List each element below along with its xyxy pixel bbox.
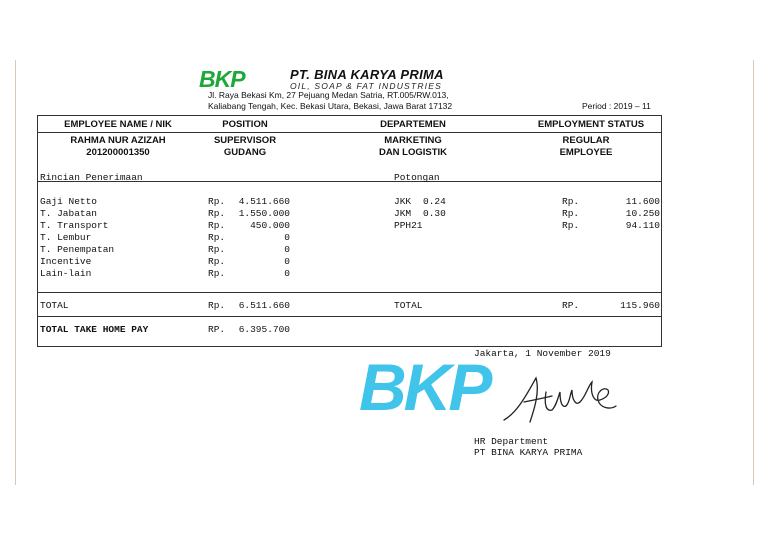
take-home-currency: RP. <box>208 324 226 335</box>
deduction-amount: 94.110 <box>625 220 660 231</box>
take-home-divider <box>38 316 661 317</box>
deduction-section-title: Potongan <box>394 172 440 183</box>
employee-position: SUPERVISOR <box>213 135 277 146</box>
page-edge-right <box>753 60 754 485</box>
col-header-status: EMPLOYMENT STATUS <box>537 119 645 130</box>
signature-stroke <box>504 378 616 422</box>
company-tagline: OIL, SOAP & FAT INDUSTRIES <box>290 81 442 91</box>
employee-position-unit: GUDANG <box>223 147 267 158</box>
income-amount: 1.550.000 <box>238 208 290 219</box>
income-currency: Rp. <box>208 268 226 279</box>
income-currency: Rp. <box>208 208 226 219</box>
income-amount: 0 <box>284 268 290 279</box>
employment-status-2: EMPLOYEE <box>559 147 613 158</box>
signature <box>500 372 620 430</box>
income-label: Lain-lain <box>40 268 92 279</box>
col-header-department: DEPARTEMEN <box>380 119 446 130</box>
take-home-amount: 6.395.700 <box>238 324 290 335</box>
income-currency: Rp. <box>208 220 226 231</box>
col-header-name: EMPLOYEE NAME / NIK <box>64 119 172 130</box>
deduction-total-currency: RP. <box>562 300 580 311</box>
deduction-currency: Rp. <box>562 196 580 207</box>
page-edge-left <box>15 60 16 485</box>
pay-period: Period : 2019 – 11 <box>582 101 651 111</box>
company-stamp <box>355 352 500 418</box>
income-label: T. Transport <box>40 220 109 231</box>
hr-department: HR Department <box>474 436 549 447</box>
payslip-table <box>37 115 662 347</box>
deduction-total-amount: 115.960 <box>620 300 660 311</box>
take-home-label: TOTAL TAKE HOME PAY <box>40 324 149 335</box>
income-currency: Rp. <box>208 232 226 243</box>
address-line-2: Kaliabang Tengah, Kec. Bekasi Utara, Bekasi, Jawa Barat 17132 <box>208 101 453 111</box>
deduction-rate: 0.24 <box>423 196 446 207</box>
deduction-label: JKM <box>394 208 412 219</box>
company-name: PT. BINA KARYA PRIMA <box>290 67 444 82</box>
deduction-rate: 0.30 <box>423 208 446 219</box>
employee-name: RAHMA NUR AZIZAH <box>70 135 166 146</box>
income-label: Gaji Netto <box>40 196 98 207</box>
income-label: T. Jabatan <box>40 208 98 219</box>
income-currency: Rp. <box>208 244 226 255</box>
income-amount: 0 <box>284 244 290 255</box>
income-label: T. Penempatan <box>40 244 115 255</box>
col-header-position: POSITION <box>222 119 268 130</box>
totals-divider <box>38 292 661 293</box>
employee-department-2: DAN LOGISTIK <box>378 147 448 158</box>
income-currency: Rp. <box>208 256 226 267</box>
income-total-amount: 6.511.660 <box>238 300 290 311</box>
income-amount: 450.000 <box>250 220 290 231</box>
income-section-title: Rincian Penerimaan <box>40 172 143 183</box>
deduction-currency: Rp. <box>562 208 580 219</box>
deduction-currency: Rp. <box>562 220 580 231</box>
deduction-amount: 10.250 <box>625 208 660 219</box>
hr-company: PT BINA KARYA PRIMA <box>474 447 583 458</box>
income-amount: 4.511.660 <box>238 196 290 207</box>
income-label: Incentive <box>40 256 92 267</box>
income-total-label: TOTAL <box>40 300 69 311</box>
income-amount: 0 <box>284 256 290 267</box>
employment-status: REGULAR <box>562 135 610 146</box>
column-header-row <box>38 116 661 133</box>
company-logo <box>198 68 284 90</box>
stamp-text: BKP <box>359 352 490 418</box>
income-label: T. Lembur <box>40 232 92 243</box>
place-date: Jakarta, 1 November 2019 <box>474 348 611 359</box>
employee-department: MARKETING <box>384 135 442 146</box>
logo-text: BKP <box>199 68 245 90</box>
income-amount: 0 <box>284 232 290 243</box>
income-total-currency: Rp. <box>208 300 226 311</box>
employee-nik: 201200001350 <box>86 147 150 158</box>
deduction-label: PPH21 <box>394 220 423 231</box>
deduction-label: JKK <box>394 196 412 207</box>
address-line-1: Jl. Raya Bekasi Km, 27 Pejuang Medan Satria, RT.005/RW.013, <box>208 90 449 100</box>
deduction-total-label: TOTAL <box>394 300 423 311</box>
company-heading <box>290 68 444 91</box>
deduction-amount: 11.600 <box>625 196 660 207</box>
income-currency: Rp. <box>208 196 226 207</box>
